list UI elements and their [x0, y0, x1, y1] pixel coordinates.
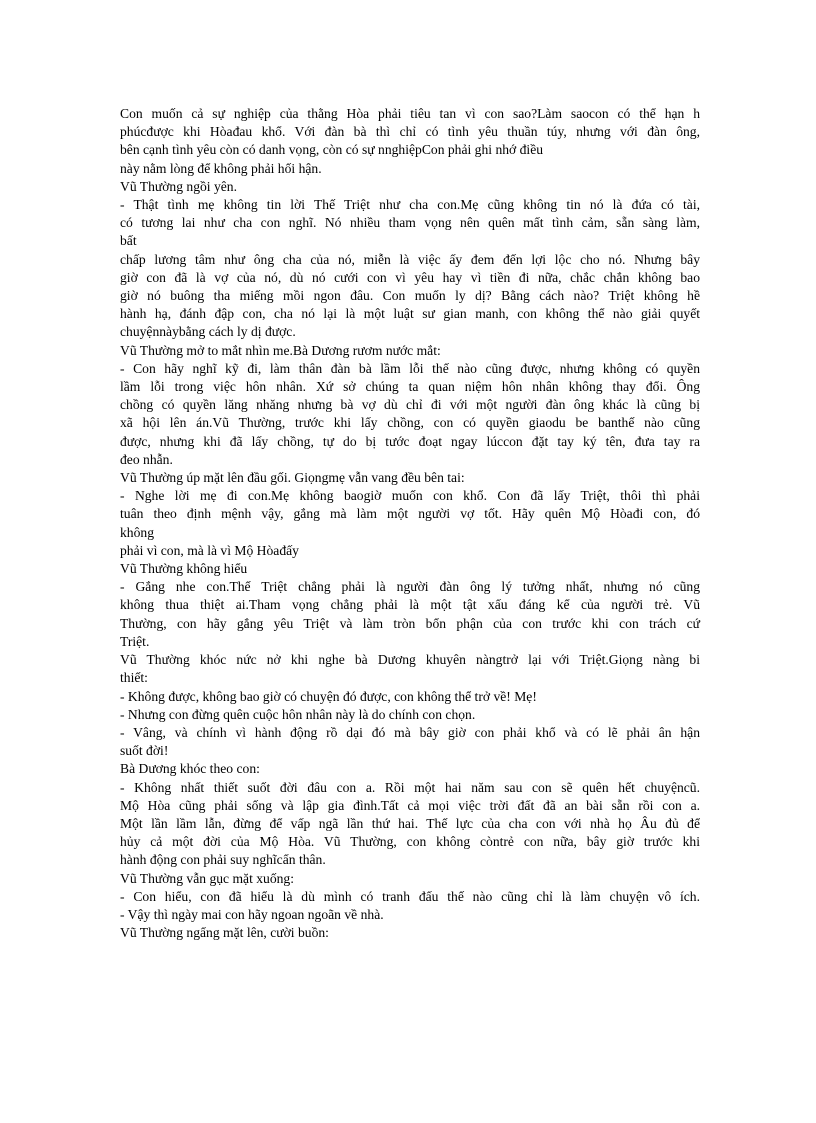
text-line: phải vì con, mà là vì Mộ Hòađấy	[120, 542, 299, 558]
text-line: lầm lỗi trong việc hôn nhân. Xứ sở chúng ta quan niệm hôn nhân không thay đổi. Ông	[120, 379, 700, 395]
text-line: không	[120, 524, 154, 540]
text-line: bên cạnh tình yêu còn có danh vọng, còn có sự nnghiệpCon phải ghi nhớ điều	[120, 142, 544, 158]
text-line: hành hạ, đánh đập con, cha nó lại là một luật sư gian manh, con không thể nào giải quyết	[120, 306, 700, 322]
text-line: - Nhưng con đừng quên cuộc hôn nhân này là do chính con chọn.	[120, 706, 476, 722]
text-line: Vũ Thường khóc nức nở khi nghe bà Dương khuyên nàngtrở lại với Triệt.Giọng nàng bi	[120, 652, 700, 668]
text-line: Con muốn cả sự nghiệp của thằng Hòa phải tiêu tan vì con sao?Làm saocon có thể hạn h	[120, 106, 700, 121]
text-line: - Không được, không bao giờ có chuyện đó được, con không thể trở về! Mẹ!	[120, 688, 537, 704]
text-line: suốt đời!	[120, 743, 169, 759]
text-line: Mộ Hòa cũng phải sống và lập gia đình.Tất cả mọi việc trời đất đã an bài sẵn rồi con a.	[120, 797, 700, 813]
text-line: chuyệnnàybằng cách ly dị được.	[120, 324, 296, 340]
text-line: - Gắng nhe con.Thế Triệt chẳng phải là người đàn ông lý tưởng nhất, nhưng nó cũng	[120, 579, 700, 595]
text-line: giờ nó buông tha miếng mồi ngon đâu. Con muốn ly dị? Bằng cách nào? Triệt không hề	[120, 288, 700, 304]
document-page	[120, 105, 700, 942]
text-line: - Không nhất thiết suốt đời đâu con a. Rồi một hai năm sau con sẽ quên hết chuyệncũ.	[120, 779, 700, 795]
text-line: - Vâng, và chính vì hành động rồ dại đó mà bây giờ con phải khổ và có lẽ phải ân hận	[120, 724, 700, 740]
text-line: được, nhưng khi đã lấy chồng, tự do bị tước đoạt ngay lúccon đặt tay ký tên, đưa tay ra	[120, 433, 700, 449]
text-line: - Con hiểu, con đã hiểu là dù mình có tranh đấu thế nào cũng chỉ là làm chuyện vô ích.	[120, 888, 700, 904]
text-line: xã hội lên án.Vũ Thường, trước khi lấy chồng, con có quyền giaodu be banthế nào cũng	[120, 415, 700, 431]
text-line: Vũ Thường không hiểu	[120, 561, 248, 577]
text-line: bất	[120, 233, 137, 249]
text-line: chồng có quyền lăng nhăng nhưng bà vợ dù chỉ đi với một người đàn ông khác là cũng bị	[120, 397, 700, 413]
text-line: - Nghe lời mẹ đi con.Mẹ không baogiờ muốn con khổ. Con đã lấy Triệt, thôi thì phải	[120, 488, 700, 504]
text-line: đeo nhẫn.	[120, 451, 173, 467]
text-line: tuân theo định mệnh vậy, gắng mà làm một người vợ tốt. Hãy quên Mộ Hòađi con, đó	[120, 506, 700, 522]
text-line: Vũ Thường úp mặt lên đầu gối. Giọngmẹ vẫn vang đều bên tai:	[120, 470, 465, 486]
text-line: thiết:	[120, 670, 148, 686]
text-line: Vũ Thường vẫn gục mặt xuống:	[120, 870, 295, 886]
text-line: không thua thiệt ai.Tham vọng chẳng phải là một tật xấu đáng kể của người trẻ. Vũ	[120, 597, 700, 613]
text-line: - Con hãy nghĩ kỹ đi, làm thân đàn bà lầm lỗi thế nào cũng được, nhưng không có quyền	[120, 360, 700, 376]
text-line: hành động con phải suy nghĩcẩn thân.	[120, 852, 326, 868]
text-line: - Vậy thì ngày mai con hãy ngoan ngoãn về nhà.	[120, 906, 384, 922]
text-line: Vũ Thường ngẩng mặt lên, cười buồn:	[120, 925, 329, 941]
text-line: Một lần lầm lẫn, đừng để vấp ngã lần thứ hai. Thế lực của cha con với nhà họ Âu đủ để	[120, 815, 700, 831]
text-line: phúcđược khi Hòađau khổ. Với đàn bà thì chỉ có tình yêu thuần túy, nhưng với đàn ông,	[120, 124, 700, 140]
text-line: Thường, con hãy gắng yêu Triệt và làm tròn bổn phận của con trước khi con trách cứ	[120, 615, 700, 631]
text-line: này nằm lòng để không phải hối hận.	[120, 160, 322, 176]
text-line: Bà Dương khóc theo con:	[120, 761, 260, 777]
text-line: giờ con đã là vợ của nó, dù nó cưới con vì yêu hay vì tiền đi nữa, chắc chắn không bao	[120, 269, 700, 285]
text-line: Vũ Thường ngồi yên.	[120, 178, 238, 194]
text-line: Triệt.	[120, 633, 150, 649]
text-line: hủy cả một đời của Mộ Hòa. Vũ Thường, con không còntrẻ con nữa, bây giờ trước khi	[120, 834, 700, 850]
text-line: - Thật tình mẹ không tin lời Thế Triệt như cha con.Mẹ cũng không tin nó là đứa có tài,	[120, 197, 700, 213]
text-line: Vũ Thường mở to mắt nhìn me.Bà Dương rươm nước mắt:	[120, 342, 441, 358]
text-line: có tương lai như cha con nghĩ. Nó nhiều tham vọng nên quên mất tình cảm, sẵn sàng làm,	[120, 215, 700, 231]
text-line: chấp lương tâm như ông cha của nó, miễn là việc ấy đem đến lợi lộc cho nó. Nhưng bây	[120, 251, 700, 267]
